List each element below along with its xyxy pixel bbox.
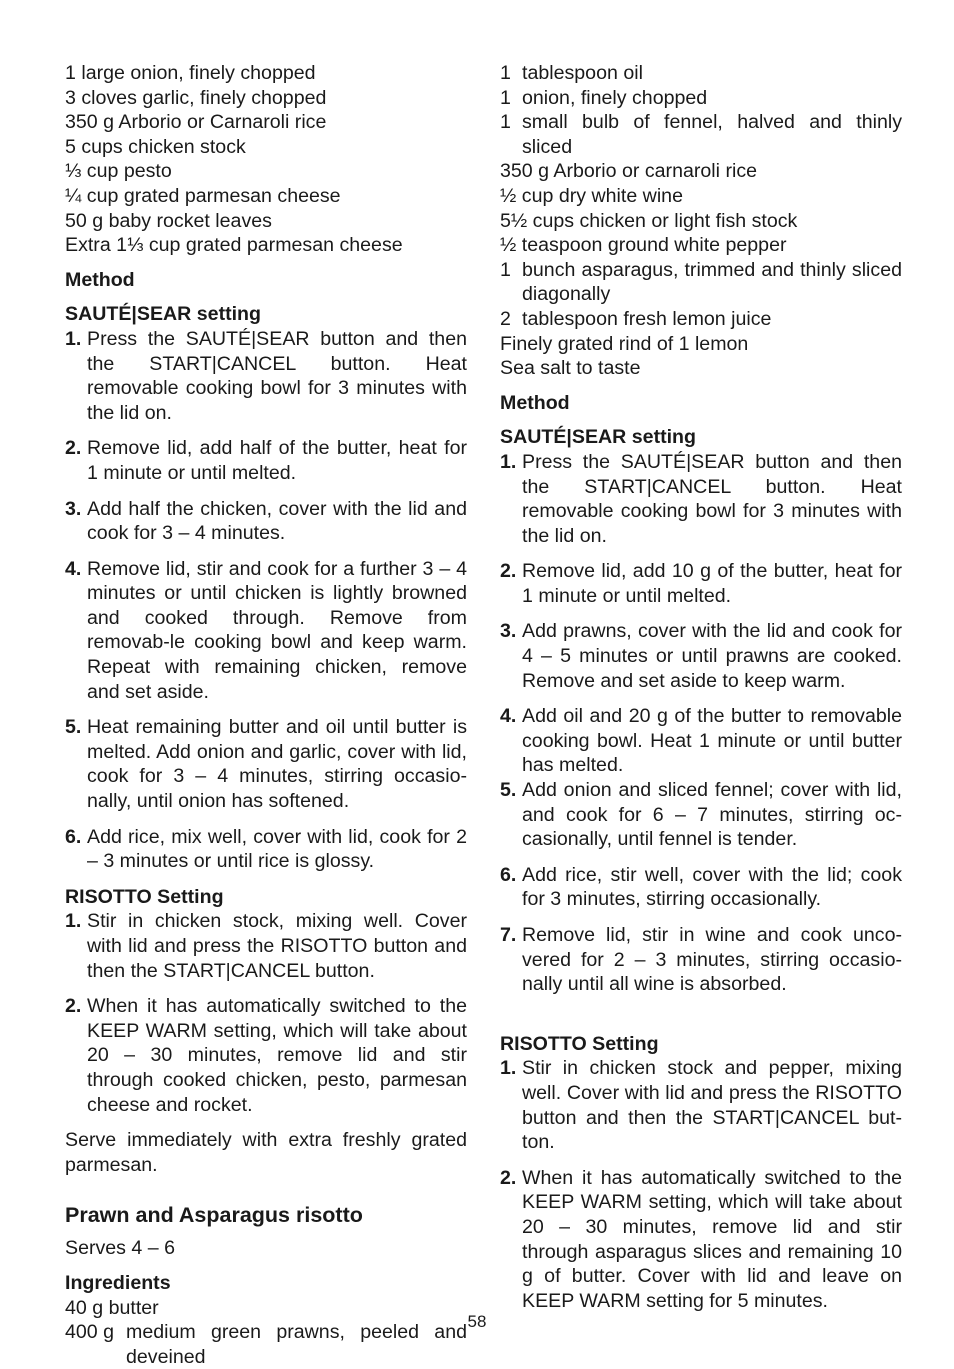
ingredient-item (500, 61, 902, 86)
ingredient-text: small bulb of fennel, halved and thinly sliced (522, 111, 902, 158)
ingredient-qty: 400 g (65, 1321, 115, 1344)
ingredient-item (500, 110, 902, 159)
method-step (65, 436, 467, 485)
method-step (500, 450, 902, 548)
ingredient-text: bunch asparagus, trimmed and thinly sliced diagonally (522, 258, 902, 306)
step-text: Press the SAUTÉ|SEAR button and then the START|CANCEL button. Heat removable cooking bowl for 3 minutes with the lid on. (87, 327, 467, 424)
step-text: Add oil and 20 g of the butter to removable cooking bowl. Heat 1 minute or until butter has melted. (522, 705, 902, 777)
ingredient-item (500, 233, 902, 258)
ingredient-item: 3 cloves garlic, finely chopped (65, 86, 327, 109)
ingredient-text: ½ teaspoon ground white pepper (500, 234, 787, 257)
ingredient-item: 5 cups chicken stock (65, 135, 246, 158)
method-step (500, 923, 902, 997)
ingredient-list-continued (65, 61, 467, 258)
risotto-steps (65, 909, 467, 1117)
ingredient-qty: 1 (500, 258, 511, 281)
ingredient-qty: 2 (500, 307, 511, 330)
step-number: 3. (65, 497, 82, 520)
method-step (65, 909, 467, 983)
step-number: 4. (65, 557, 82, 580)
step-number: 2. (500, 1166, 517, 1189)
ingredient-text: ½ cup dry white wine (500, 184, 683, 207)
method-step (500, 559, 902, 608)
ingredient-item (500, 258, 902, 307)
method-step (65, 715, 467, 813)
step-text: Stir in chicken stock, mixing well. Cover with lid and press the RISOTTO button and then the START|CANCEL button. (87, 910, 467, 982)
ingredient-text: tablespoon oil (522, 62, 643, 84)
method-heading: Method (500, 391, 570, 414)
method-step (500, 863, 902, 912)
step-number: 2. (65, 437, 82, 460)
ingredient-item (500, 332, 902, 357)
step-text: When it has automatically switched to the KEEP WARM setting, which will take about 20 – 30 minutes, remove lid and stir through cooked chicken, pesto, parmesan cheese and rocket. (87, 995, 467, 1116)
method-step (500, 1166, 902, 1314)
step-number: 2. (500, 560, 517, 583)
right-column (500, 61, 902, 1313)
step-text: Press the SAUTÉ|SEAR button and then the START|CANCEL button. Heat removable cooking bowl for 3 minutes with the lid on. (522, 450, 902, 547)
ingredient-qty: 1 (500, 111, 511, 134)
risotto-steps (500, 1056, 902, 1313)
step-text: When it has automatically switched to the KEEP WARM setting, which will take about 20 – 30 minutes, remove lid and stir through asparagus slices and remaining 10 g of butter. Cover with lid and leave on KEEP WARM setting for 5 minutes. (522, 1166, 902, 1312)
method-step (500, 619, 902, 693)
step-text: Remove lid, add half of the butter, heat for 1 minute or until melted. (87, 437, 467, 484)
step-number: 4. (500, 705, 517, 728)
step-number: 5. (500, 779, 517, 802)
ingredients-heading: Ingredients (65, 1271, 171, 1294)
step-text: Add rice, stir well, cover with the lid; cook for 3 minutes, stirring occasionally. (522, 863, 902, 911)
step-number: 6. (500, 863, 517, 886)
step-text: Stir in chicken stock and pepper, mixing well. Cover with lid and press the RISOTTO button and then the START|CANCEL but-ton. (522, 1057, 902, 1154)
ingredient-item: ⅓ cup pesto (65, 160, 172, 183)
step-text: Remove lid, add 10 g of the butter, heat for 1 minute or until melted. (522, 560, 902, 607)
serve-note: Serve immediately with extra freshly grated parmesan. (65, 1129, 467, 1176)
method-step (65, 497, 467, 546)
ingredient-item: 350 g Arborio or Carnaroli rice (65, 111, 327, 134)
ingredient-text: 350 g Arborio or carnaroli rice (500, 160, 758, 183)
ingredient-text: onion, finely chopped (522, 86, 708, 109)
saute-sear-heading: SAUTÉ|SEAR setting (500, 426, 696, 449)
step-text: Remove lid, stir and cook for a further 3 – 4 minutes or until chicken is lightly browned and cooked through. Remove from removab-le cooking bowl and keep warm. Repeat with remaining chicken, remove and set aside. (87, 557, 467, 703)
saute-steps (65, 327, 467, 874)
ingredient-text: tablespoon fresh lemon juice (522, 307, 772, 330)
ingredient-item (500, 307, 902, 332)
ingredient-item: ¼ cup grated parmesan cheese (65, 184, 341, 207)
step-text: Add half the chicken, cover with the lid and cook for 3 – 4 minutes. (87, 497, 467, 545)
step-number: 5. (65, 716, 82, 739)
method-step (500, 1056, 902, 1154)
ingredient-item: 1 large onion, finely chopped (65, 62, 316, 84)
ingredient-item (500, 159, 902, 184)
ingredient-item: 50 g baby rocket leaves (65, 209, 272, 232)
method-step (65, 557, 467, 705)
ingredient-text: Finely grated rind of 1 lemon (500, 332, 749, 355)
step-number: 1. (65, 327, 82, 350)
method-step (65, 327, 467, 425)
method-heading: Method (65, 268, 135, 291)
method-step (500, 778, 902, 852)
risotto-setting-heading: RISOTTO Setting (65, 885, 224, 908)
saute-steps (500, 450, 902, 997)
ingredient-item: Extra 1⅓ cup grated parmesan cheese (65, 234, 403, 257)
step-text: Add onion and sliced fennel; cover with lid, and cook for 6 – 7 minutes, stirring oc-casionally, until fennel is tender. (522, 779, 902, 851)
step-text: Heat remaining butter and oil until butter is melted. Add onion and garlic, cover with lid, cook for 3 – 4 minutes, stirring occasio-nally, until onion has softened. (87, 716, 467, 813)
step-text: Remove lid, stir in wine and cook unco-vered for 2 – 3 minutes, stirring occasio-nally until all wine is absorbed. (522, 924, 902, 996)
step-number: 6. (65, 825, 82, 848)
serves-count: Serves 4 – 6 (65, 1237, 176, 1260)
ingredient-text: 5½ cups chicken or light fish stock (500, 209, 798, 232)
method-step (65, 825, 467, 874)
risotto-setting-heading: RISOTTO Setting (500, 1032, 659, 1055)
step-text: Add prawns, cover with the lid and cook for 4 – 5 minutes or until prawns are cooked. Remove and set aside to keep warm. (522, 620, 902, 692)
step-text: Add rice, mix well, cover with lid, cook for 2 – 3 minutes or until rice is glossy. (87, 825, 467, 873)
ingredient-qty: 1 (500, 86, 511, 109)
ingredient-item: 40 g butter (65, 1296, 159, 1319)
page-number: 58 (467, 1312, 487, 1331)
step-number: 1. (500, 1057, 517, 1080)
step-number: 7. (500, 924, 517, 946)
ingredient-qty: 1 (500, 62, 511, 84)
saute-sear-heading: SAUTÉ|SEAR setting (65, 303, 261, 326)
method-step (65, 994, 467, 1117)
left-column (65, 61, 467, 1369)
ingredient-item (500, 356, 902, 381)
step-number: 2. (65, 995, 82, 1018)
recipe-title: Prawn and Asparagus risotto (65, 1203, 363, 1228)
step-number: 3. (500, 620, 517, 643)
ingredient-list (500, 61, 902, 381)
step-number: 1. (65, 910, 82, 933)
ingredient-item (500, 184, 902, 209)
step-number: 1. (500, 450, 517, 473)
ingredient-text: medium green prawns, peeled and deveined (126, 1321, 467, 1368)
method-step (500, 704, 902, 778)
ingredient-item (500, 209, 902, 234)
ingredient-item (500, 86, 902, 111)
ingredient-text: Sea salt to taste (500, 357, 641, 380)
